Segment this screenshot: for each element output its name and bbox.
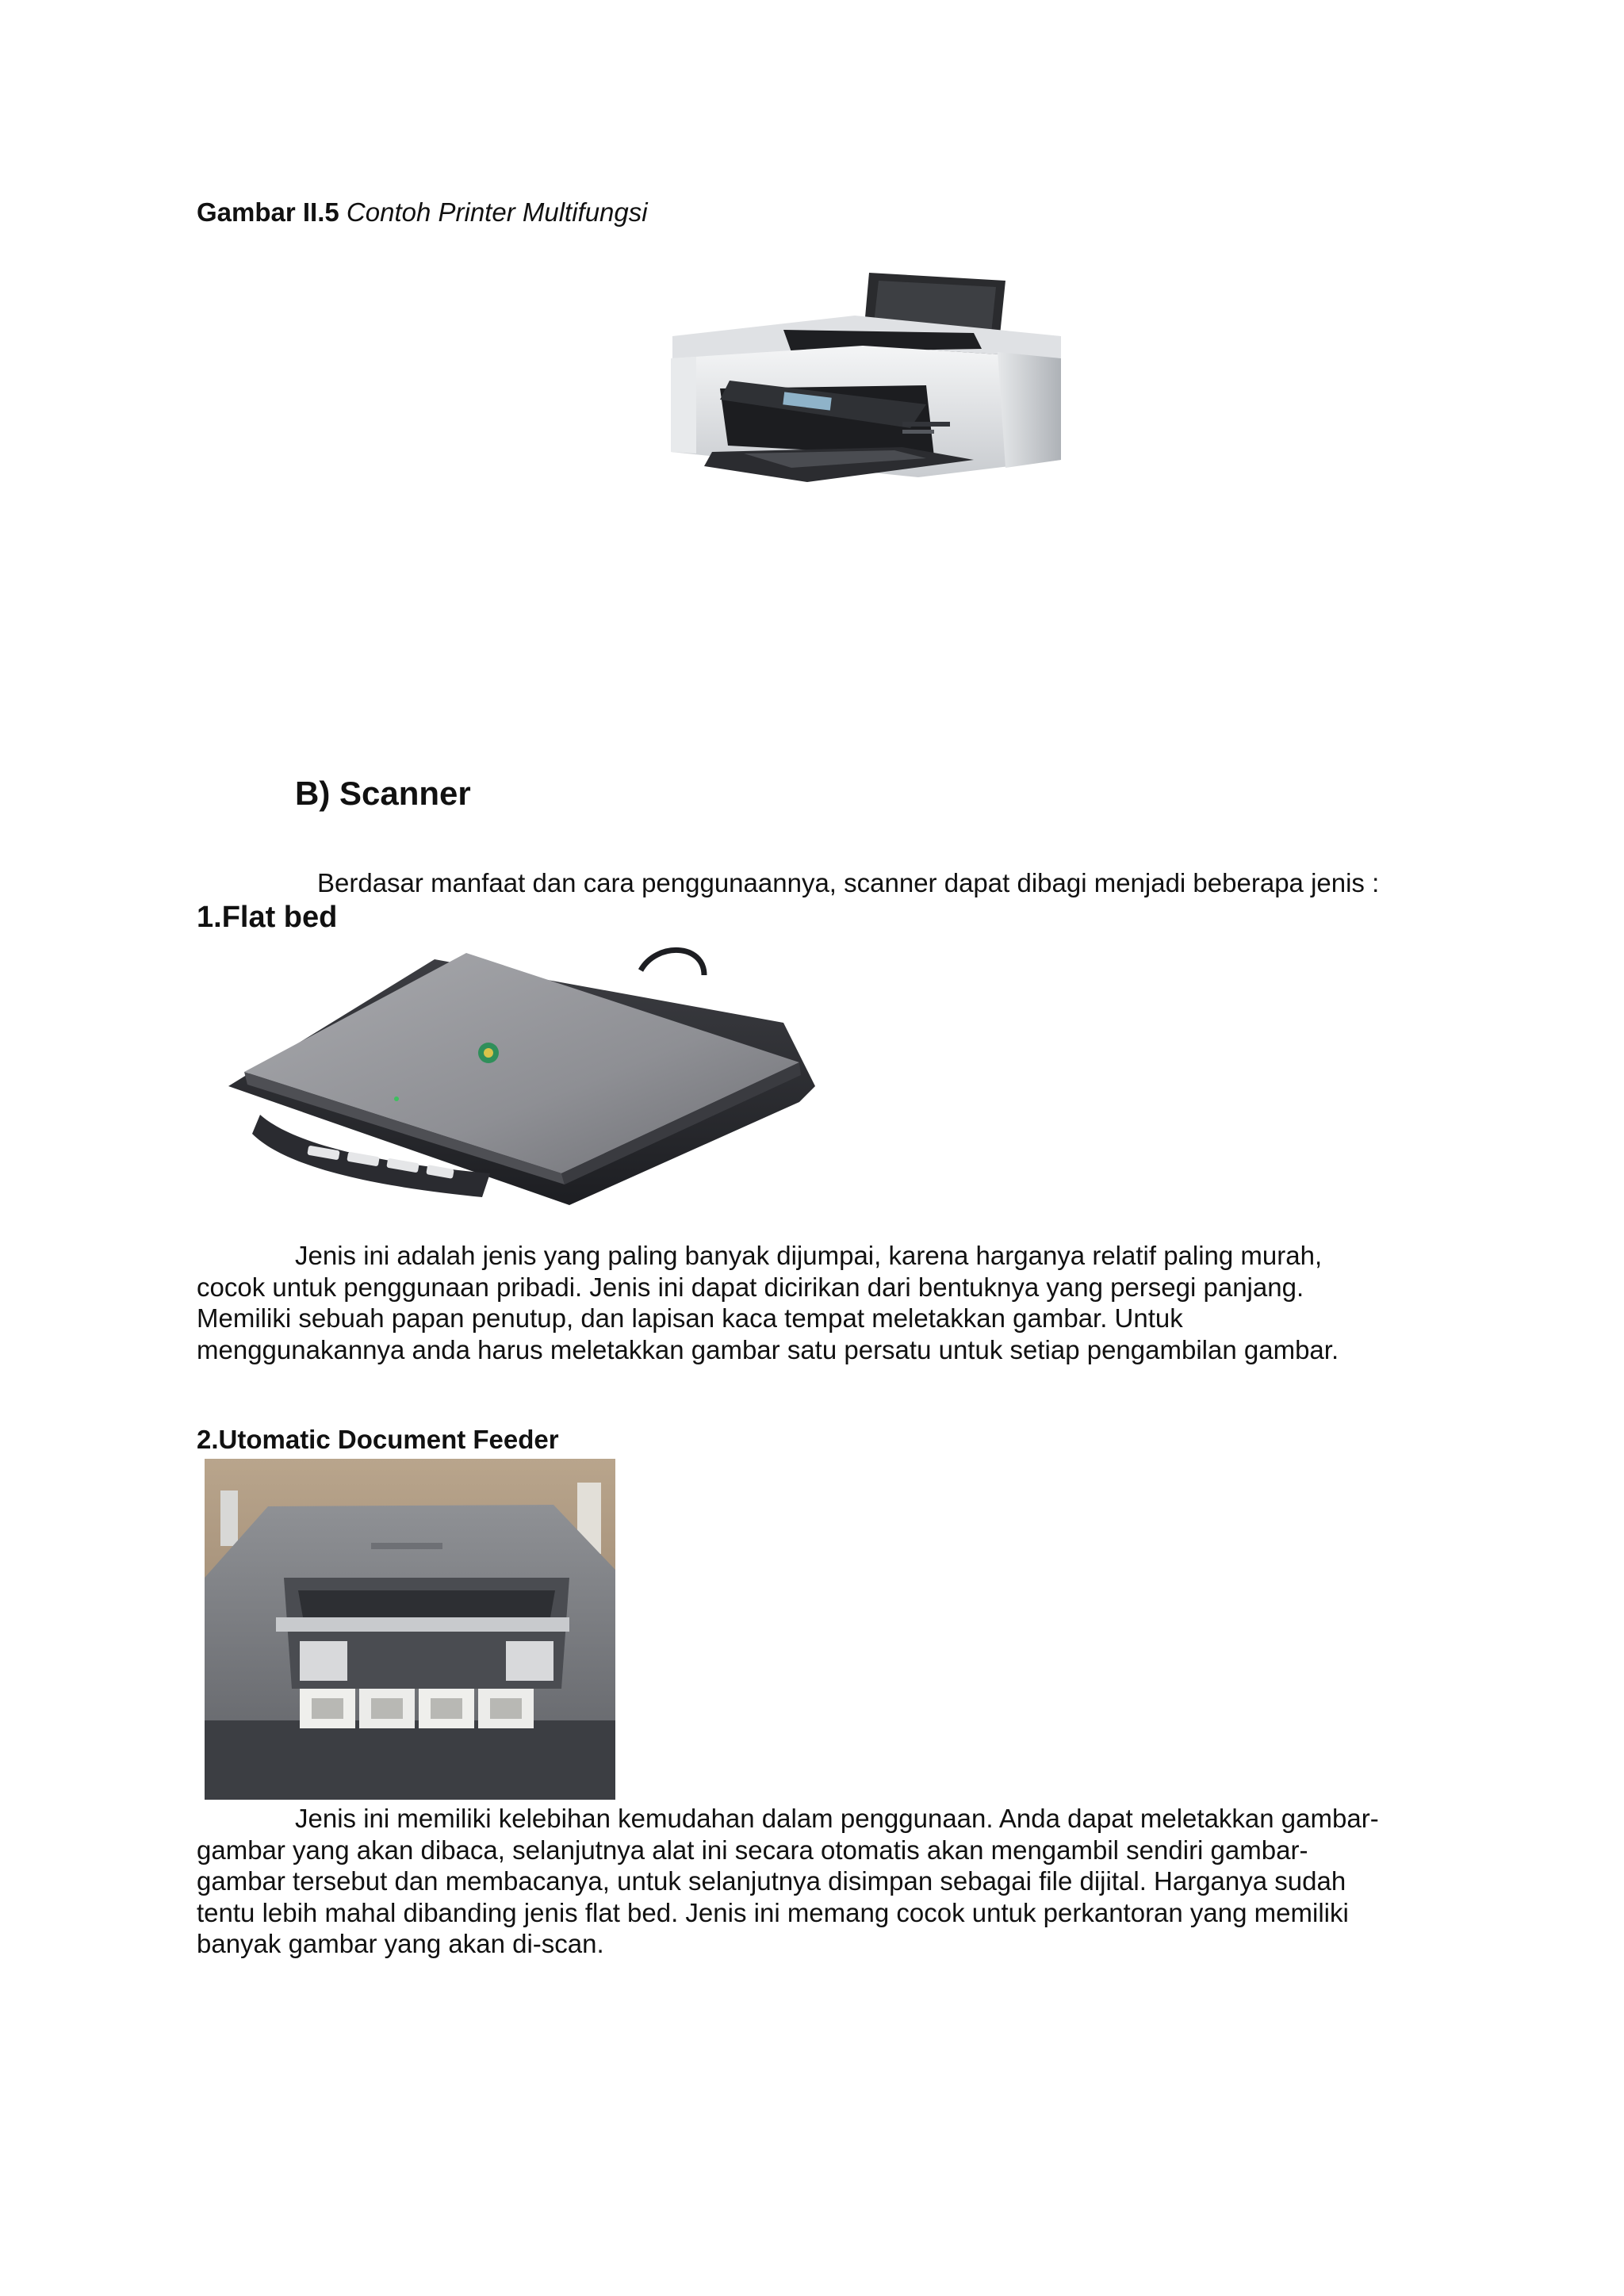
flatbed-scanner-image [228, 936, 815, 1221]
adf-description-line: tentu lebih mahal dibanding jenis flat bed. Jenis ini memang cocok untuk perkantoran yang memiliki [197, 1897, 1349, 1927]
flatbed-heading: 1.Flat bed [197, 901, 338, 934]
multifunction-printer-image [665, 270, 1061, 484]
adf-description [197, 1803, 1379, 1960]
figure-caption-label: Gambar II.5 [197, 197, 339, 227]
adf-description-line: gambar yang akan dibaca, selanjutnya alat ini secara otomatis akan mengambil sendiri gambar- [197, 1835, 1308, 1865]
adf-description-line: gambar tersebut dan membacanya, untuk selanjutnya disimpan sebagai file dijital. Harganya sudah [197, 1866, 1346, 1896]
section-heading: B) Scanner [295, 775, 471, 812]
flatbed-description-line: Memiliki sebuah papan penutup, dan lapisan kaca tempat meletakkan gambar. Untuk [197, 1303, 1183, 1333]
intro-paragraph: Berdasar manfaat dan cara penggunaannya, scanner dapat dibagi menjadi beberapa jenis : [317, 868, 1380, 897]
adf-description-line: banyak gambar yang akan di-scan. [197, 1929, 604, 1958]
figure-caption [197, 197, 648, 228]
adf-description-line: Jenis ini memiliki kelebihan kemudahan dalam penggunaan. Anda dapat meletakkan gambar- [295, 1804, 1379, 1833]
flatbed-description-line: cocok untuk penggunaan pribadi. Jenis ini dapat dicirikan dari bentuknya yang persegi panjang. [197, 1272, 1304, 1302]
flatbed-description [197, 1240, 1339, 1365]
figure-caption-text: Contoh Printer Multifungsi [346, 197, 648, 227]
flatbed-description-line: Jenis ini adalah jenis yang paling banyak dijumpai, karena harganya relatif paling murah, [295, 1241, 1323, 1270]
adf-heading: 2.Utomatic Document Feeder [197, 1425, 559, 1454]
flatbed-description-line: menggunakannya anda harus meletakkan gambar satu persatu untuk setiap pengambilan gambar. [197, 1334, 1339, 1364]
document-feeder-scanner-image [205, 1459, 615, 1800]
